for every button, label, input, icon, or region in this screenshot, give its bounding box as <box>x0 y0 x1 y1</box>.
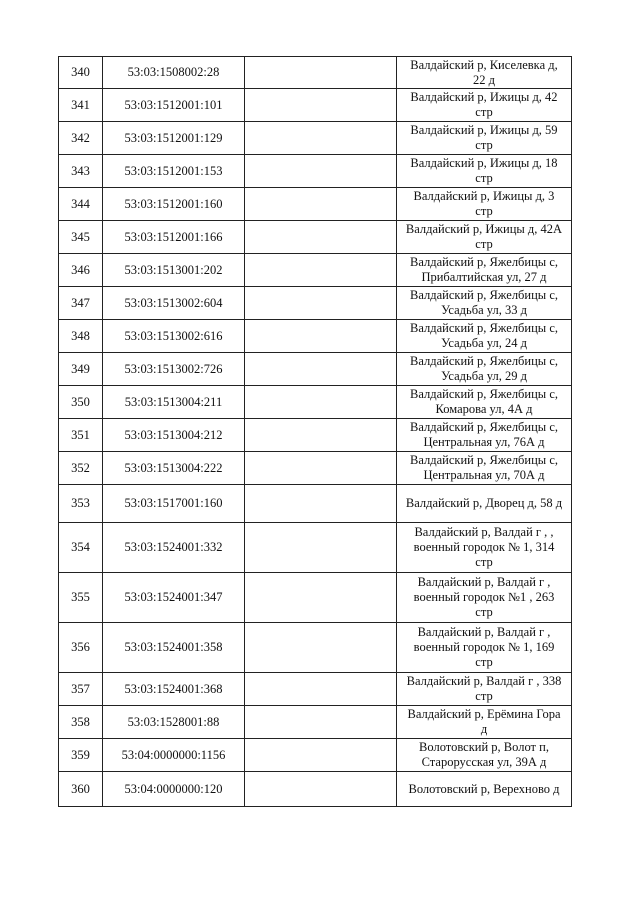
table-row <box>59 623 572 673</box>
address-line: Старорусская ул, 39А д <box>421 755 547 769</box>
address-cell <box>397 254 572 287</box>
table-row <box>59 254 572 287</box>
table-row <box>59 772 572 807</box>
empty-cell <box>245 573 397 623</box>
table-row <box>59 353 572 386</box>
cadastral-number: 53:03:1524001:347 <box>103 573 245 623</box>
address-line: стр <box>475 689 493 703</box>
row-number: 353 <box>59 485 103 523</box>
address-cell <box>397 188 572 221</box>
table-row <box>59 188 572 221</box>
address-line: Валдайский р, Ижицы д, 3 <box>413 189 555 203</box>
row-number: 343 <box>59 155 103 188</box>
address-line: стр <box>475 204 493 218</box>
address-line: Центральная ул, 70А д <box>423 468 545 482</box>
cadastral-number: 53:03:1528001:88 <box>103 706 245 739</box>
cadastral-number: 53:04:0000000:1156 <box>103 739 245 772</box>
empty-cell <box>245 155 397 188</box>
cadastral-number: 53:03:1513004:211 <box>103 386 245 419</box>
address-cell <box>397 419 572 452</box>
table-row <box>59 706 572 739</box>
table-row <box>59 673 572 706</box>
table-row <box>59 320 572 353</box>
address-cell <box>397 221 572 254</box>
address-line: стр <box>475 105 493 119</box>
address-line: Валдайский р, Яжелбицы с, <box>410 288 558 302</box>
address-line: Валдайский р, Валдай г , <box>417 625 551 639</box>
table-row <box>59 452 572 485</box>
address-cell <box>397 155 572 188</box>
empty-cell <box>245 452 397 485</box>
empty-cell <box>245 623 397 673</box>
empty-cell <box>245 739 397 772</box>
cadastral-number: 53:03:1508002:28 <box>103 57 245 89</box>
table-row <box>59 89 572 122</box>
address-line: военный городок №1 , 263 <box>413 590 555 604</box>
row-number: 350 <box>59 386 103 419</box>
address-line: Валдайский р, Яжелбицы с, <box>410 387 558 401</box>
address-line: Прибалтийская ул, 27 д <box>421 270 547 284</box>
address-line: Валдайский р, Ижицы д, 18 <box>410 156 558 170</box>
empty-cell <box>245 386 397 419</box>
cadastral-number: 53:03:1524001:358 <box>103 623 245 673</box>
address-cell <box>397 485 572 523</box>
row-number: 354 <box>59 523 103 573</box>
address-line: Валдайский р, Яжелбицы с, <box>410 255 558 269</box>
address-line: Валдайский р, Валдай г , <box>417 575 551 589</box>
cadastral-number: 53:03:1512001:160 <box>103 188 245 221</box>
empty-cell <box>245 254 397 287</box>
empty-cell <box>245 419 397 452</box>
empty-cell <box>245 673 397 706</box>
table-row <box>59 739 572 772</box>
address-cell <box>397 623 572 673</box>
cadastral-number: 53:04:0000000:120 <box>103 772 245 807</box>
row-number: 360 <box>59 772 103 807</box>
address-line: Валдайский р, Валдай г , 338 <box>406 674 562 688</box>
empty-cell <box>245 706 397 739</box>
table-body <box>59 57 572 807</box>
address-line: Волотовский р, Волот п, <box>419 740 549 754</box>
address-line: Валдайский р, Ижицы д, 42 <box>410 90 558 104</box>
empty-cell <box>245 89 397 122</box>
row-number: 344 <box>59 188 103 221</box>
empty-cell <box>245 287 397 320</box>
cadastral-number: 53:03:1513002:726 <box>103 353 245 386</box>
address-line: Усадьба ул, 33 д <box>441 303 527 317</box>
table-row <box>59 573 572 623</box>
cadastral-number: 53:03:1512001:101 <box>103 89 245 122</box>
table-row <box>59 386 572 419</box>
address-line: стр <box>475 138 493 152</box>
address-cell <box>397 706 572 739</box>
address-cell <box>397 523 572 573</box>
row-number: 340 <box>59 57 103 89</box>
row-number: 357 <box>59 673 103 706</box>
row-number: 345 <box>59 221 103 254</box>
row-number: 347 <box>59 287 103 320</box>
address-line: д <box>480 722 488 736</box>
table-row <box>59 221 572 254</box>
address-line: стр <box>475 555 493 569</box>
address-line: военный городок № 1, 169 <box>413 640 555 654</box>
address-cell <box>397 57 572 89</box>
address-line: Валдайский р, Ижицы д, 59 <box>410 123 558 137</box>
address-cell <box>397 287 572 320</box>
address-line: Волотовский р, Верехново д <box>408 781 560 796</box>
address-cell <box>397 673 572 706</box>
empty-cell <box>245 122 397 155</box>
address-line: стр <box>475 605 493 619</box>
row-number: 351 <box>59 419 103 452</box>
address-line: Комарова ул, 4А д <box>435 402 533 416</box>
address-cell <box>397 452 572 485</box>
row-number: 349 <box>59 353 103 386</box>
row-number: 355 <box>59 573 103 623</box>
empty-cell <box>245 523 397 573</box>
address-line: Усадьба ул, 29 д <box>441 369 527 383</box>
address-line: 22 д <box>473 72 495 87</box>
row-number: 342 <box>59 122 103 155</box>
row-number: 358 <box>59 706 103 739</box>
cadastral-number: 53:03:1524001:368 <box>103 673 245 706</box>
empty-cell <box>245 485 397 523</box>
address-line: Валдайский р, Яжелбицы с, <box>410 420 558 434</box>
row-number: 341 <box>59 89 103 122</box>
address-line: Валдайский р, Валдай г , , <box>414 525 554 539</box>
row-number: 346 <box>59 254 103 287</box>
address-line: Валдайский р, Киселевка д, <box>410 57 558 72</box>
cadastral-number: 53:03:1517001:160 <box>103 485 245 523</box>
address-cell <box>397 89 572 122</box>
address-cell <box>397 353 572 386</box>
address-line: военный городок № 1, 314 <box>413 540 555 554</box>
address-line: Валдайский р, Яжелбицы с, <box>410 453 558 467</box>
table-row <box>59 287 572 320</box>
address-cell <box>397 573 572 623</box>
row-number: 348 <box>59 320 103 353</box>
empty-cell <box>245 353 397 386</box>
address-line: стр <box>475 655 493 669</box>
table-row <box>59 419 572 452</box>
cadastral-number: 53:03:1512001:166 <box>103 221 245 254</box>
row-number: 359 <box>59 739 103 772</box>
address-line: Усадьба ул, 24 д <box>441 336 527 350</box>
table-row <box>59 155 572 188</box>
empty-cell <box>245 221 397 254</box>
address-cell <box>397 386 572 419</box>
empty-cell <box>245 320 397 353</box>
address-line: Валдайский р, Ижицы д, 42А <box>405 222 563 236</box>
address-cell <box>397 320 572 353</box>
cadastral-number: 53:03:1512001:129 <box>103 122 245 155</box>
address-line: Валдайский р, Дворец д, 58 д <box>405 496 563 510</box>
cadastral-number: 53:03:1513002:604 <box>103 287 245 320</box>
cadastral-number: 53:03:1524001:332 <box>103 523 245 573</box>
cadastral-number: 53:03:1512001:153 <box>103 155 245 188</box>
cadastral-number: 53:03:1513004:212 <box>103 419 245 452</box>
address-line: Валдайский р, Яжелбицы с, <box>410 354 558 368</box>
empty-cell <box>245 188 397 221</box>
empty-cell <box>245 57 397 89</box>
row-number: 352 <box>59 452 103 485</box>
address-line: Центральная ул, 76А д <box>423 435 545 449</box>
empty-cell <box>245 772 397 807</box>
address-line: стр <box>475 237 493 251</box>
cadastral-number: 53:03:1513004:222 <box>103 452 245 485</box>
address-cell <box>397 772 572 807</box>
address-cell <box>397 739 572 772</box>
address-cell <box>397 122 572 155</box>
cadastral-number: 53:03:1513001:202 <box>103 254 245 287</box>
address-line: Валдайский р, Яжелбицы с, <box>410 321 558 335</box>
table-row <box>59 523 572 573</box>
address-line: стр <box>475 171 493 185</box>
cadastral-number: 53:03:1513002:616 <box>103 320 245 353</box>
row-number: 356 <box>59 623 103 673</box>
table-row <box>59 57 572 89</box>
table-row <box>59 122 572 155</box>
cadastral-table <box>58 56 572 807</box>
table-row <box>59 485 572 523</box>
address-line: Валдайский р, Ерёмина Гора <box>407 707 561 721</box>
